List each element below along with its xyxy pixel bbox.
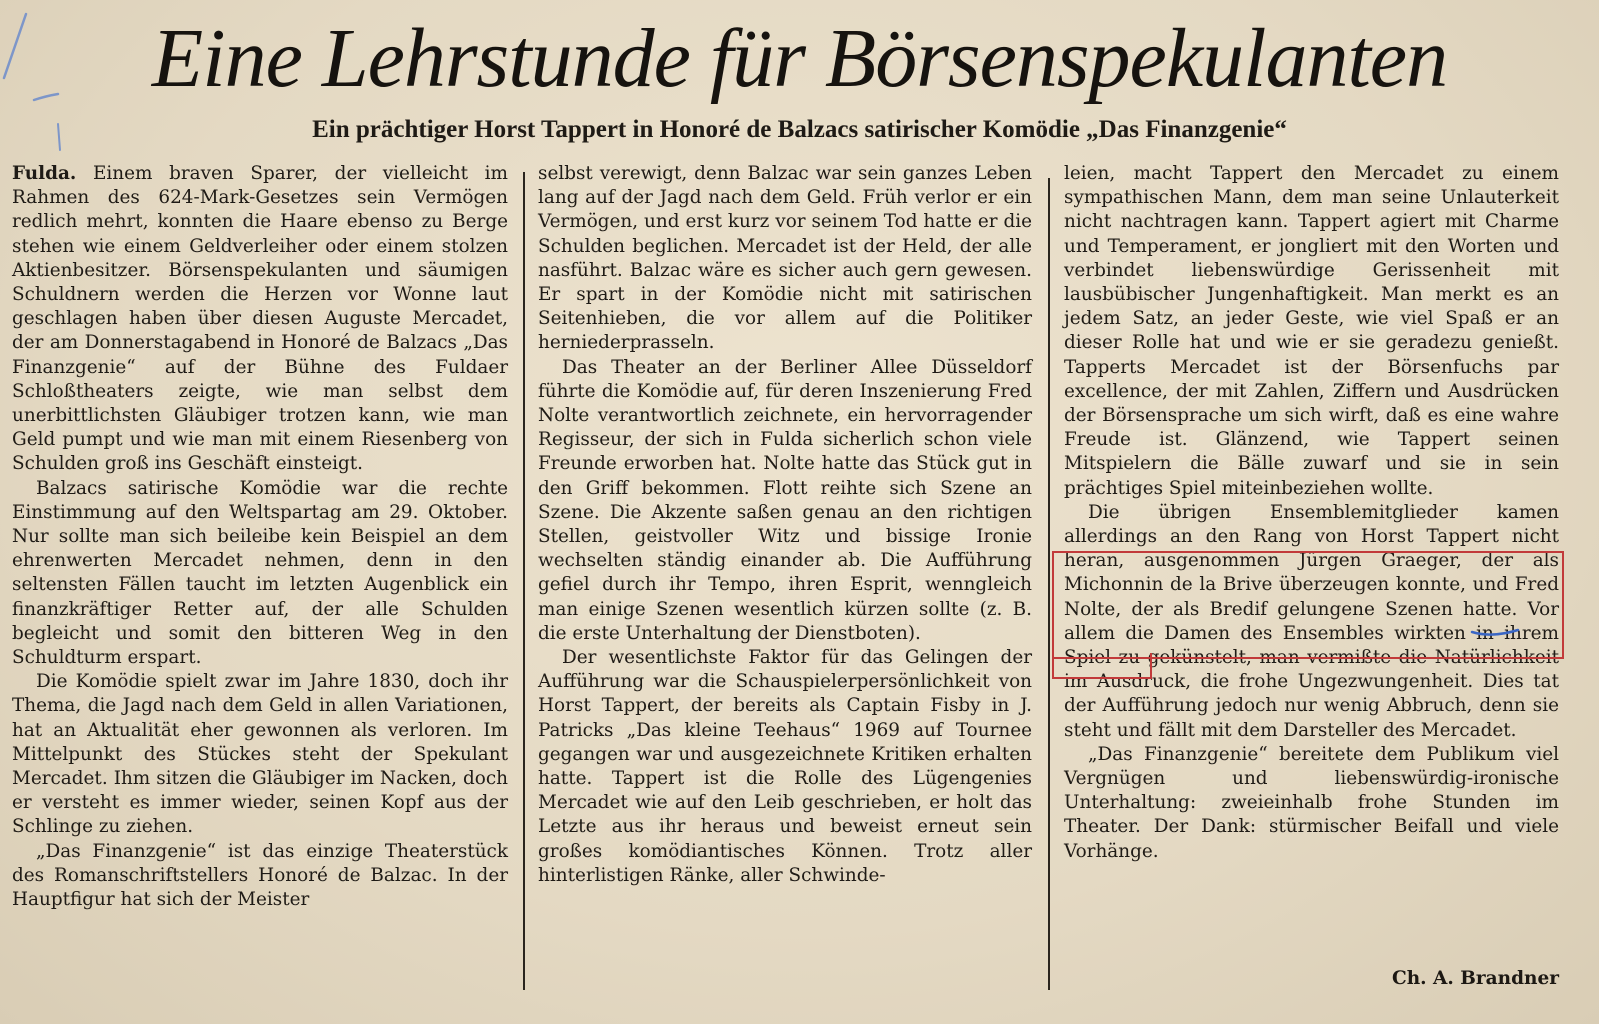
column-rule (1048, 178, 1050, 990)
author-signature: Ch. A. Brandner (1391, 968, 1559, 989)
paragraph: leien, macht Tappert den Mercadet zu einem sympathischen Mann, dem man seine Unlauterkeit nicht nachtragen kann. Tappert agiert mit Charme und Temperament, er jongliert mit den Worten und verbindet liebenswürdige Gerissenheit mit lausbübischer Jungenhaftigkeit. Man merkt es an jedem Satz, an jeder Geste, wie viel Spaß er an dieser Rolle hat und wie er sie geradezu genießt. Tapperts Mercadet ist der Börsenfuchs par excellence, der mit Zahlen, Ziffern und Ausdrücken der Börsensprache um sich wirft, daß es eine wahre Freude ist. Glänzend, wie Tappert seinen Mitspielern die Bälle zuwarf und sie in sein prächtiges Spiel miteinbeziehen wollte. (1064, 163, 1559, 499)
paragraph: Das Theater an der Berliner Allee Düsseldorf führte die Komödie auf, für deren Inszenierung Fred Nolte verantwortlich zeichnete, ein hervorragender Regisseur, der sich in Fulda sicherlich schon viele Freunde erworben hat. Nolte hatte das Stück gut in den Griff bekommen. Flott reihte sich Szene an Szene. Die Akzente saßen genau an den richtigen Stellen, geistvoller Witz und bissige Ironie wechselten ständig einander ab. Die Aufführung gefiel durch ihr Tempo, ihren Esprit, wenngleich man einige Szenen wesentlich kürzen sollte (z. B. die erste Unterhaltung der Dienstboten). (538, 356, 1032, 644)
article-column-1 (12, 162, 508, 912)
paragraph-text: Einem braven Sparer, der vielleicht im Rahmen des 624-Mark-Gesetzes sein Vermögen redlich mehrt, konnten die Haare ebenso zu Berge stehen wie einem Geldverleiher oder einem stolzen Aktienbesitzer. Börsenspekulanten und säumigen Schuldnern werden die Herzen vor Wonne laut geschlagen haben über diesen Auguste Mercadet, der am Donnerstagabend in Honoré de Balzacs „Das Finanzgenie“ auf der Bühne des Fuldaer Schloßtheaters zeigte, wie man selbst dem unerbittlichsten Gläubiger trotzen kann, wie man Geld pumpt und wie man mit einem Riesenberg von Schulden groß ins Geschäft einsteigt. (12, 163, 508, 475)
paragraph: „Das Finanzgenie“ ist das einzige Theaterstück des Romanschriftstellers Honoré de Balzac. In der Hauptfigur hat sich der Meister (12, 840, 508, 911)
paragraph: selbst verewigt, denn Balzac war sein ganzes Leben lang auf der Jagd nach dem Geld. Früh verlor er ein Vermögen, und erst kurz vor seinem Tod hatte er die Schulden beglichen. Mercadet ist der Held, der alle nasführt. Balzac wäre es sicher auch gern gewesen. Er spart in der Komödie nicht mit satirischen Seitenhieben, die vor allem auf die Politiker herniederprasseln. (538, 163, 1032, 354)
column-rule (523, 172, 525, 990)
paragraph: Balzacs satirische Komödie war die rechte Einstimmung auf den Weltspartag am 29. Oktober. Nur sollte man sich beileibe kein Beispiel an dem ehrenwerten Mercadet nehmen, denn in den seltensten Fällen taucht im letzten Augenblick ein finanzkräftiger Retter auf, der alle Schulden begleicht und somit den bitteren Weg in den Schuldturm erspart. (12, 477, 508, 669)
article-column-3 (1064, 162, 1559, 864)
paragraph (12, 162, 508, 477)
article-subheadline: Ein prächtiger Horst Tappert in Honoré de Balzacs satirischer Komödie „Das Finanzgenie“ (312, 116, 1287, 143)
article-headline: Eine Lehrstunde für Börsenspekulanten (151, 12, 1448, 105)
article-column-2 (538, 162, 1032, 888)
paragraph: Die übrigen Ensemblemitglieder kamen allerdings an den Rang von Horst Tappert nicht heran, ausgenommen Jürgen Graeger, der als Michonnin de la Brive überzeugen konnte, und Fred Nolte, der als Bredif gelungene Szenen hatte. Vor allem die Damen des Ensembles wirkten in ihrem Spiel zu gekünstelt, man vermißte die Natürlichkeit im Ausdruck, die frohe Ungezwungenheit. Dies tat der Aufführung jedoch nur wenig Abbruch, denn sie steht und fällt mit dem Darsteller des Mercadet. (1064, 501, 1559, 741)
paragraph: „Das Finanzgenie“ bereitete dem Publikum viel Vergnügen und liebenswürdig-ironische Unterhaltung: zweieinhalb frohe Stunden im Theater. Der Dank: stürmischer Beifall und viele Vorhänge. (1064, 743, 1559, 862)
paragraph: Der wesentlichste Faktor für das Gelingen der Aufführung war die Schauspielerpersönlichkeit von Horst Tappert, der bereits als Captain Fisby in J. Patricks „Das kleine Teehaus“ 1969 auf Tournee gegangen war und ausgezeichnete Kritiken erhalten hatte. Tappert ist die Rolle des Lügengenies Mercadet wie auf den Leib geschrieben, er holt das Letzte aus ihr heraus und beweist erneut sein großes komödiantisches Können. Trotz aller hinterlistigen Ränke, aller Schwinde- (538, 647, 1032, 886)
dateline: Fulda. (12, 163, 77, 184)
paragraph: Die Komödie spielt zwar im Jahre 1830, doch ihr Thema, die Jagd nach dem Geld in allen Variationen, hat an Aktualität eher gewonnen als verloren. Im Mittelpunkt des Stückes steht der Spekulant Mercadet. Ihm sitzen die Gläubiger im Nacken, doch er versteht es immer wieder, seinen Kopf aus der Schlinge zu ziehen. (12, 671, 508, 838)
